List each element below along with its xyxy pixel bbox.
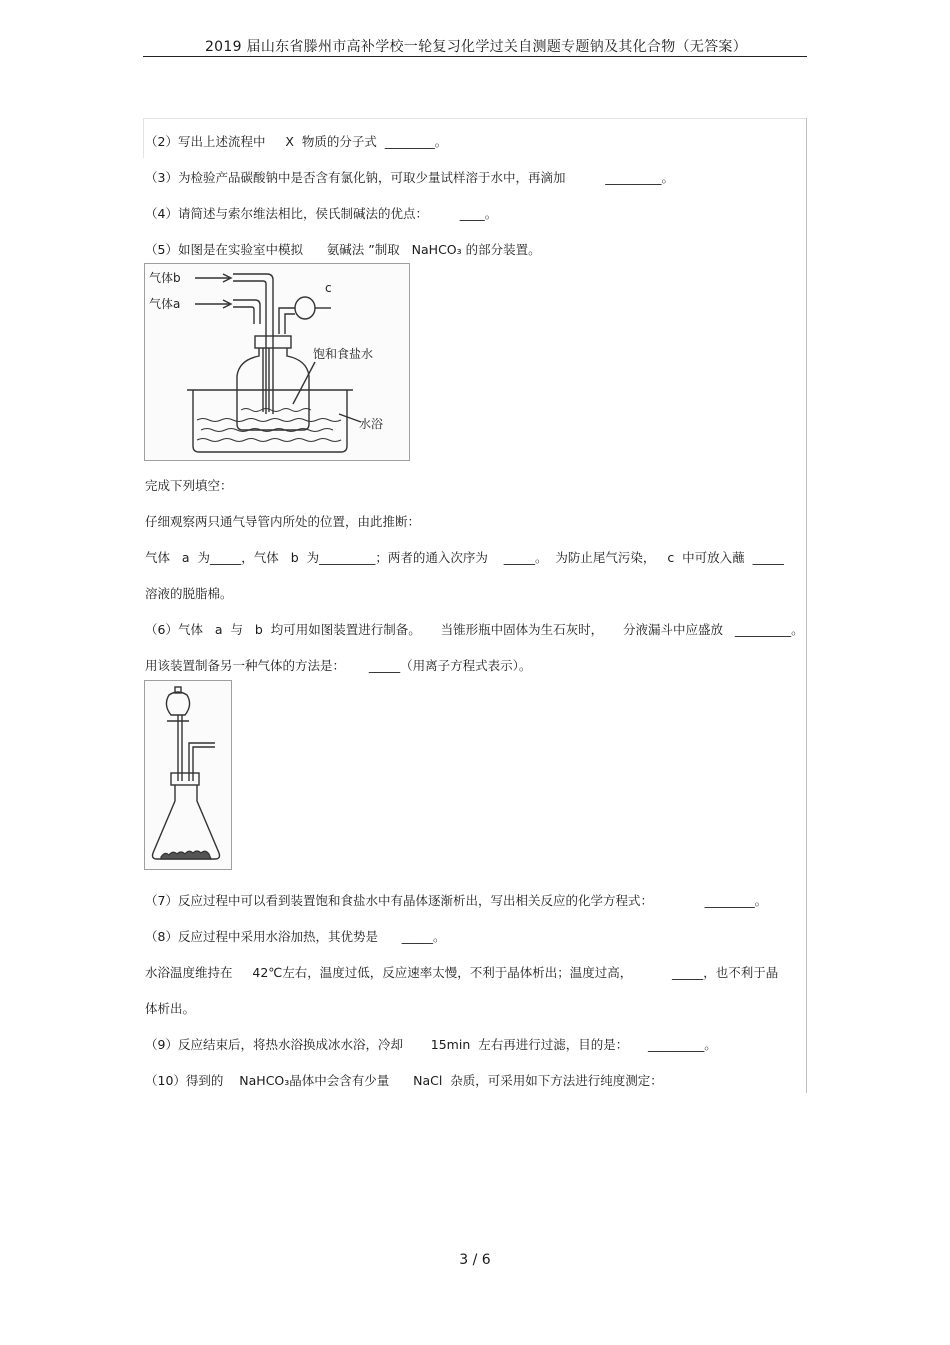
question-7: （7）反应过程中可以看到装置饱和食盐水中有晶体逐渐析出，写出相关反应的化学方程式： ________。 (145, 893, 768, 908)
label-gas-b: 气体b (149, 271, 181, 285)
question-5: （5）如图是在实验室中模拟 氨碱法 ”制取 NaHCO₃ 的部分装置。 (145, 242, 541, 257)
content-frame-right (806, 118, 807, 1093)
question-6: （6）气体 a 与 b 均可用如图装置进行制备。 当锥形瓶中固体为生石灰时， 分液漏斗中应盛放 _________。 (145, 622, 804, 637)
apparatus-2-drawing (145, 681, 231, 869)
apparatus-figure-2 (144, 680, 232, 870)
page-header: 2019 届山东省滕州市高补学校一轮复习化学过关自测题专题钠及其化合物（无答案） (204, 39, 748, 55)
header-rule (143, 56, 807, 57)
apparatus-figure-1 (144, 263, 410, 461)
question-6-line-2: 用该装置制备另一种气体的方法是： _____（用离子方程式表示）。 (145, 658, 532, 673)
fill-in-instruction: 完成下列填空： (145, 478, 233, 493)
label-gas-a: 气体a (149, 297, 181, 311)
observation-instruction: 仔细观察两只通气导管内所处的位置，由此推断： (145, 514, 421, 529)
question-3: （3）为检验产品碳酸钠中是否含有氯化钠，可取少量试样溶于水中，再滴加 _________。 (145, 170, 674, 185)
content-frame-top (143, 118, 806, 119)
question-10: （10）得到的 NaHCO₃晶体中会含有少量 NaCl 杂质，可采用如下方法进行纯度测定： (145, 1073, 663, 1088)
question-8-line-3: 体析出。 (145, 1001, 196, 1016)
apparatus-1-drawing (145, 264, 409, 460)
label-water-bath: 水浴 (359, 417, 384, 431)
question-4: （4）请简述与索尔维法相比，侯氏制碱法的优点： ____。 (145, 206, 498, 221)
gas-identification-line: 气体 a 为_____，气体 b 为_________；两者的通入次序为 _____。 为防止尾气污染， c 中可放入蘸 _____ (145, 550, 784, 565)
question-8-line-2: 水浴温度维持在 42℃左右，温度过低，反应速率太慢，不利于晶体析出；温度过高， _____，也不利于晶 (145, 965, 779, 980)
page-number: 3 / 6 (459, 1252, 491, 1268)
question-2: （2）写出上述流程中 X 物质的分子式 ________。 (145, 134, 448, 149)
gas-identification-line-2: 溶液的脱脂棉。 (145, 586, 233, 601)
label-c: c (325, 281, 332, 295)
question-9: （9）反应结束后，将热水浴换成冰水浴，冷却 15min 左右再进行过滤，目的是： _________。 (145, 1037, 717, 1052)
label-brine: 饱和食盐水 (313, 347, 374, 361)
content-frame-left (143, 118, 144, 158)
question-8: （8）反应过程中采用水浴加热，其优势是 _____。 (145, 929, 446, 944)
